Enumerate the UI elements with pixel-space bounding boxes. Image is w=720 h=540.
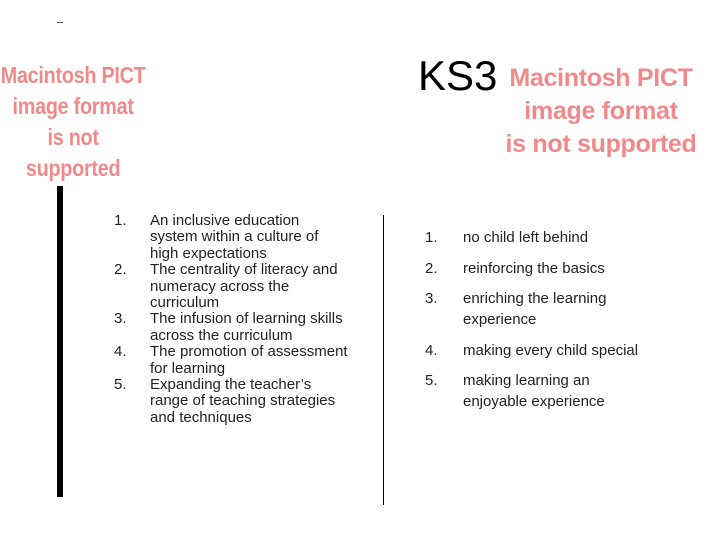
list-item-text: reinforcing the basics <box>463 259 605 277</box>
list-item <box>425 227 665 248</box>
left-accent-bar <box>57 186 63 497</box>
unsupported-image-placeholder-left: Macintosh PICT image format is not supported <box>0 62 146 181</box>
list-item <box>425 370 665 412</box>
list-item-number: 1. <box>114 212 127 229</box>
list-item-text: The infusion of learning skills across the curriculum <box>150 310 343 344</box>
list-item <box>425 288 665 330</box>
list-item-text: Expanding the teacher’s range of teaching strategies and techniques <box>150 376 336 426</box>
list-item-number: 2. <box>114 261 127 279</box>
slide-title-main: KS3 <box>418 52 498 99</box>
slide-title <box>418 52 497 100</box>
list-item <box>112 213 352 262</box>
list-item-text: An inclusive education system within a culture of high expectations <box>150 212 319 262</box>
right-numbered-list <box>425 227 665 422</box>
column-divider <box>383 215 384 505</box>
list-item-text: enriching the learning experience <box>463 290 607 328</box>
list-item-number: 5. <box>114 376 127 394</box>
list-item-text: The centrality of literacy and numeracy across the curriculum <box>150 261 338 312</box>
list-item <box>425 258 665 279</box>
decorative-dash <box>57 22 63 23</box>
list-item-number: 4. <box>114 343 127 361</box>
list-item-text: making learning an enjoyable experience <box>463 372 605 410</box>
list-item-number: 3. <box>114 310 127 328</box>
list-item-text: making every child special <box>463 341 639 359</box>
list-item-number: 2. <box>425 259 438 277</box>
left-numbered-list <box>112 213 352 426</box>
list-item <box>112 311 352 344</box>
list-item-number: 3. <box>425 290 438 307</box>
list-item-text: The promotion of assessment for learning <box>150 343 348 377</box>
unsupported-image-placeholder-right: Macintosh PICT image format is not supported <box>505 64 697 158</box>
list-item-number: 5. <box>425 372 438 389</box>
list-item <box>112 377 352 426</box>
list-item-text: no child left behind <box>463 229 589 246</box>
list-item-number: 1. <box>425 229 438 246</box>
list-item <box>425 340 665 361</box>
list-item-number: 4. <box>425 341 438 359</box>
list-item <box>112 262 352 311</box>
list-item <box>112 344 352 377</box>
